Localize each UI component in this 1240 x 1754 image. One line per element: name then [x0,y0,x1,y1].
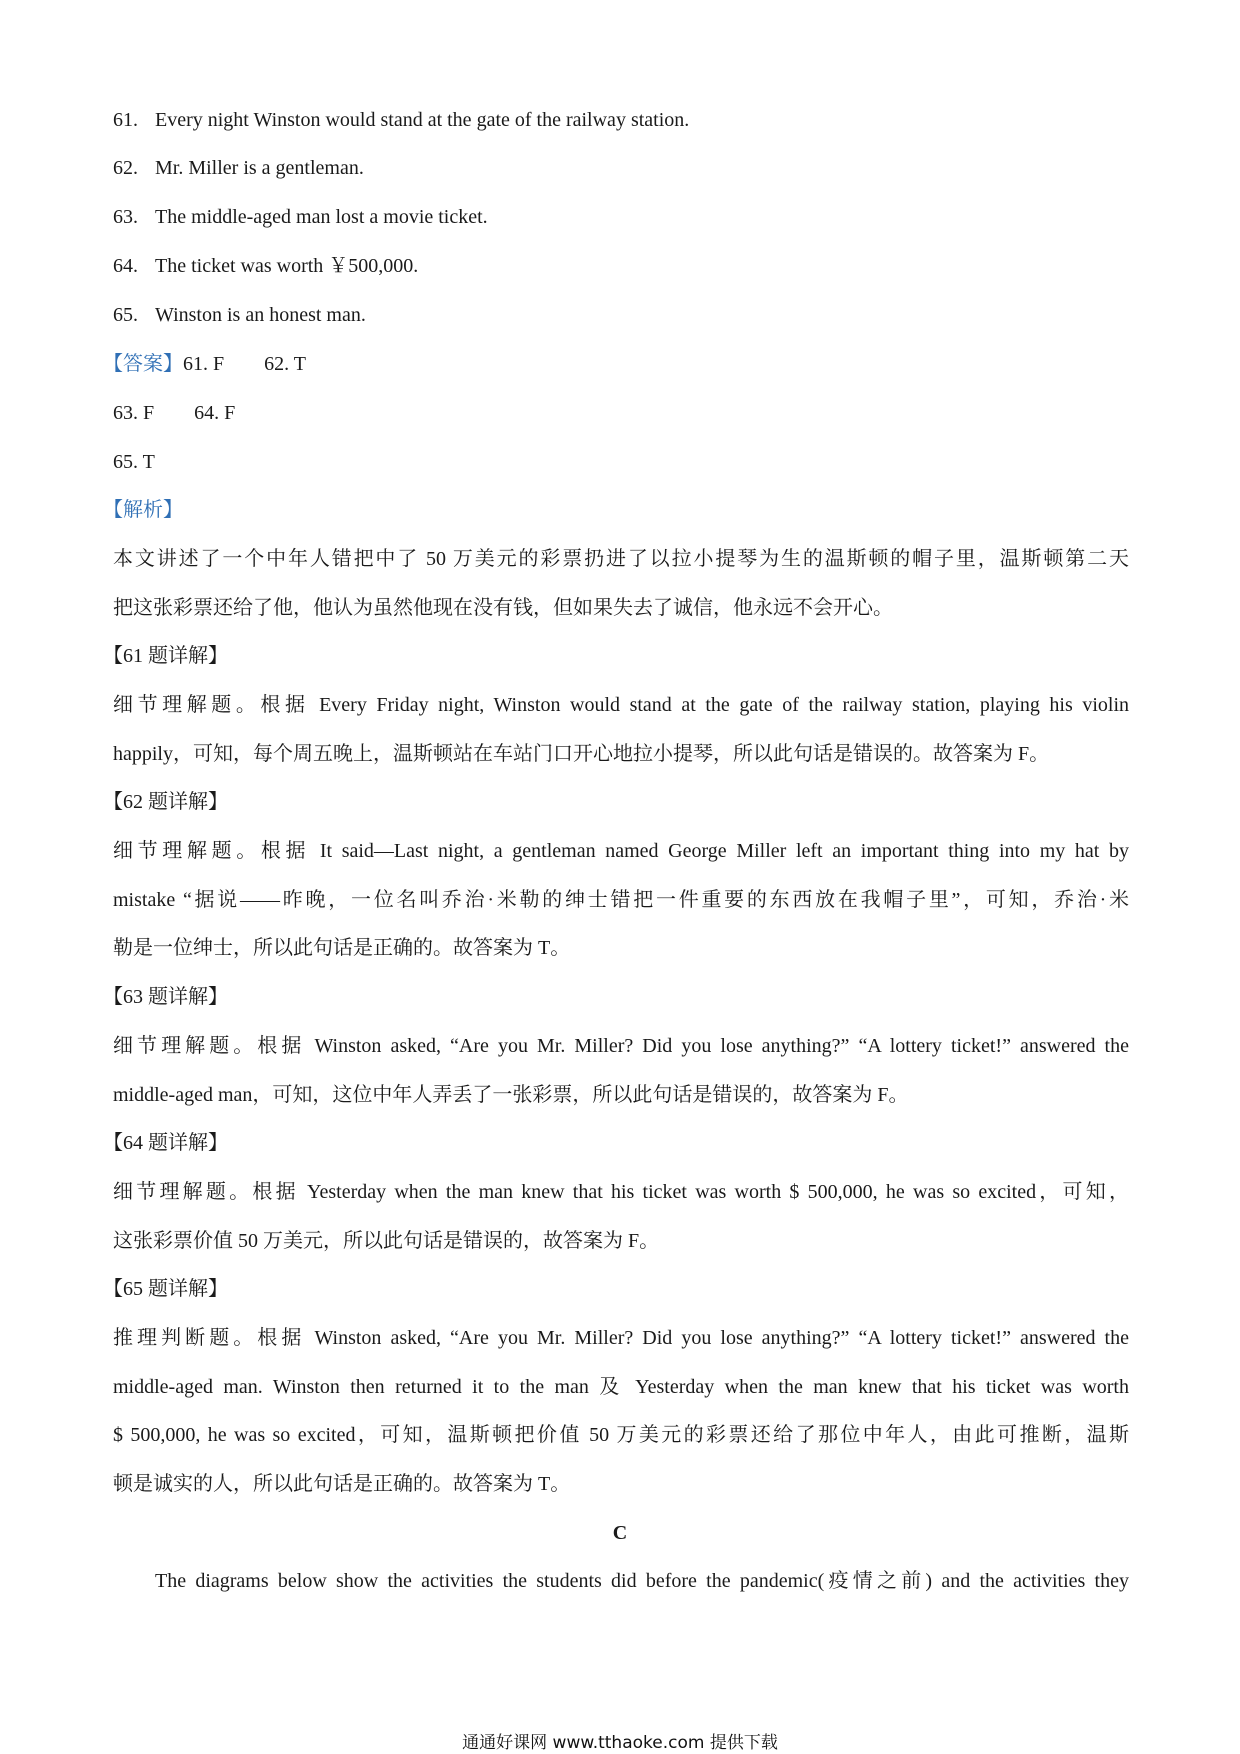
detail-line: mistake “据说——昨晚，一位名叫乔治·米勒的绅士错把一件重要的东西放在我帽子里”，可知，乔治·米 [113,889,1129,911]
detail-line: 细节理解题。根据 It said—Last night, a gentleman named George Miller left an important thing into my hat by [113,840,1129,862]
answer-row-3 [113,448,195,476]
answer-label: 【答案】 [103,353,183,375]
detail-line: happily，可知，每个周五晚上，温斯顿站在车站门口开心地拉小提琴，所以此句话是错误的。故答案为 F。 [113,743,1050,765]
answer-item: 61. F [183,353,225,375]
detail-heading-64: 【64 题详解】 [103,1132,228,1154]
answer-item: 65. T [113,451,155,473]
detail-line: 细节理解题。根据 Every Friday night, Winston would stand at the gate of the railway station, playing his violin [113,694,1129,716]
detail-line: 细节理解题。根据 Yesterday when the man knew that his ticket was worth $ 500,000, he was so excited，可知， [113,1181,1129,1203]
question-number: 61. [113,109,138,131]
question-65 [113,301,366,329]
detail-line: 勒是一位绅士，所以此句话是正确的。故答案为 T。 [113,937,571,959]
section-intro: The diagrams below show the activities the students did before the pandemic(疫情之前) and the activities they [155,1570,1129,1592]
analysis-summary-line: 本文讲述了一个中年人错把中了 50 万美元的彩票扔进了以拉小提琴为生的温斯顿的帽子里，温斯顿第二天 [113,548,1129,570]
section-title: C [612,1522,628,1544]
detail-line: middle-aged man，可知，这位中年人弄丢了一张彩票，所以此句话是错误的，故答案为 F。 [113,1084,909,1106]
question-61 [113,106,689,134]
question-text: The ticket was worth ￥500,000. [155,255,419,277]
question-63 [113,203,488,231]
detail-heading-63: 【63 题详解】 [103,986,228,1008]
page-footer: 通通好课网 www.tthaoke.com 提供下载 [462,1733,778,1753]
answer-item: 63. F [113,402,155,424]
detail-line: 这张彩票价值 50 万美元，所以此句话是错误的，故答案为 F。 [113,1230,660,1252]
question-text: The middle-aged man lost a movie ticket. [155,206,488,228]
detail-line: 顿是诚实的人，所以此句话是正确的。故答案为 T。 [113,1473,571,1495]
question-text: Every night Winston would stand at the gate of the railway station. [155,109,690,131]
detail-heading-61: 【61 题详解】 [103,645,228,667]
detail-line: 推理判断题。根据 Winston asked, “Are you Mr. Miller? Did you lose anything?” “A lottery ticket!” answered the [113,1327,1129,1349]
detail-line: $ 500,000, he was so excited，可知，温斯顿把价值 50 万美元的彩票还给了那位中年人，由此可推断，温斯 [113,1424,1129,1446]
question-number: 65. [113,304,138,326]
question-number: 64. [113,255,138,277]
question-text: Winston is an honest man. [155,304,366,326]
answer-row-1 [103,350,346,378]
question-number: 63. [113,206,138,228]
question-62 [113,154,364,182]
detail-heading-62: 【62 题详解】 [103,791,228,813]
question-64 [113,252,418,280]
detail-line: 细节理解题。根据 Winston asked, “Are you Mr. Miller? Did you lose anything?” “A lottery ticket!” answered the [113,1035,1129,1057]
answer-item: 64. F [194,402,236,424]
answer-row-2 [113,399,275,427]
answer-item: 62. T [264,353,306,375]
question-number: 62. [113,157,138,179]
analysis-summary-line: 把这张彩票还给了他，他认为虽然他现在没有钱，但如果失去了诚信，他永远不会开心。 [113,597,893,619]
detail-line: middle-aged man. Winston then returned it to the man 及 Yesterday when the man knew that his ticket was worth [113,1376,1129,1398]
analysis-label: 【解析】 [103,499,183,521]
detail-heading-65: 【65 题详解】 [103,1278,228,1300]
question-text: Mr. Miller is a gentleman. [155,157,364,179]
